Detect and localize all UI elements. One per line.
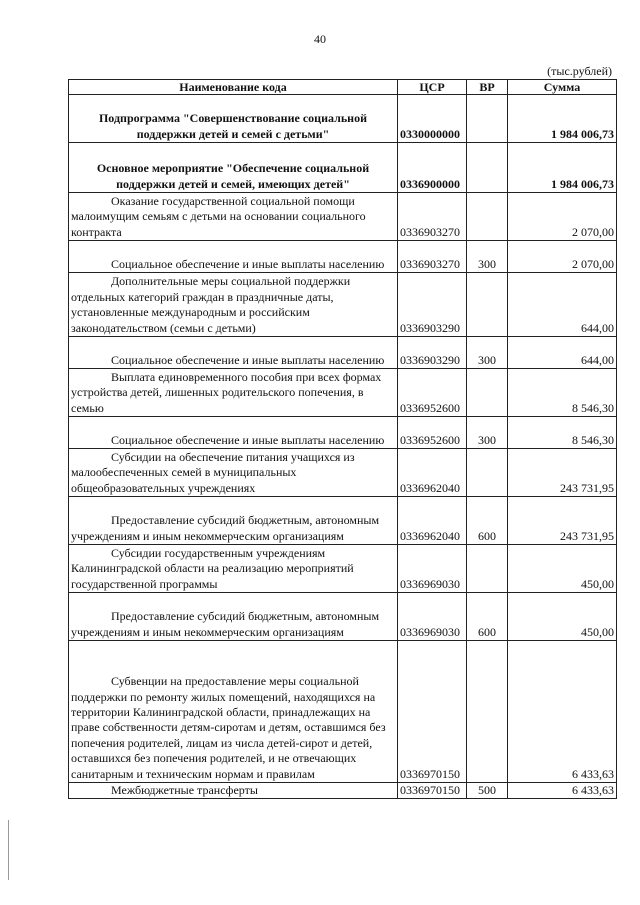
row-name: Подпрограмма "Совершенствование социальной поддержки детей и семей с детьми" <box>69 95 398 143</box>
row-name: Предоставление субсидий бюджетным, автономным учреждениям и иным некоммерческим организациям <box>69 497 398 545</box>
row-sum: 8 546,30 <box>508 369 617 417</box>
row-csr: 0336969030 <box>398 545 467 593</box>
table-row <box>69 241 617 273</box>
row-vr: 500 <box>467 783 508 799</box>
row-vr: 300 <box>467 241 508 273</box>
row-vr: 300 <box>467 417 508 449</box>
row-vr <box>467 273 508 337</box>
row-sum: 450,00 <box>508 545 617 593</box>
row-vr <box>467 95 508 143</box>
row-sum: 2 070,00 <box>508 241 617 273</box>
row-sum: 1 984 006,73 <box>508 143 617 193</box>
units-label: (тыс.рублей) <box>547 64 612 78</box>
row-csr: 0336903270 <box>398 241 467 273</box>
row-vr <box>467 545 508 593</box>
table-row <box>69 449 617 497</box>
row-name: Межбюджетные трансферты <box>69 783 398 799</box>
row-csr: 0336903290 <box>398 273 467 337</box>
row-vr: 300 <box>467 337 508 369</box>
row-name: Предоставление субсидий бюджетным, автономным учреждениям и иным некоммерческим организациям <box>69 593 398 641</box>
header-vr: ВР <box>467 80 508 95</box>
row-csr: 0336903290 <box>398 337 467 369</box>
row-name: Выплата единовременного пособия при всех формах устройства детей, лишенных родительского попечения, в семью <box>69 369 398 417</box>
row-csr: 0330000000 <box>398 95 467 143</box>
row-csr: 0336962040 <box>398 449 467 497</box>
row-vr <box>467 143 508 193</box>
row-name: Субвенции на предоставление меры социальной поддержки по ремонту жилых помещений, находящихся на территории Калининградской области, принадлежащих на праве собственности детям-сиротам и детям, оставшимся без попечения родителей, лицам из числа детей-сирот и детей, оставшихся без попечения родителей, и не отвечающих санитарным и техническим нормам и правилам <box>69 641 398 783</box>
row-name: Оказание государственной социальной помощи малоимущим семьям с детьми на основании социального контракта <box>69 193 398 241</box>
table-header-row <box>69 80 617 95</box>
page-number: 40 <box>314 32 326 46</box>
table-row <box>69 593 617 641</box>
row-name: Социальное обеспечение и иные выплаты населению <box>69 417 398 449</box>
row-sum: 2 070,00 <box>508 193 617 241</box>
table-row <box>69 337 617 369</box>
row-sum: 6 433,63 <box>508 641 617 783</box>
table-row <box>69 273 617 337</box>
table-row <box>69 143 617 193</box>
row-name: Социальное обеспечение и иные выплаты населению <box>69 241 398 273</box>
row-sum: 450,00 <box>508 593 617 641</box>
row-vr: 600 <box>467 593 508 641</box>
row-sum: 243 731,95 <box>508 449 617 497</box>
row-sum: 644,00 <box>508 273 617 337</box>
row-name: Основное мероприятие "Обеспечение социальной поддержки детей и семей, имеющих детей" <box>69 143 398 193</box>
row-csr: 0336903270 <box>398 193 467 241</box>
row-name: Социальное обеспечение и иные выплаты населению <box>69 337 398 369</box>
table-row <box>69 497 617 545</box>
scan-edge-mark <box>8 820 9 880</box>
row-name: Субсидии государственным учреждениям Калининградской области на реализацию мероприятий государственной программы <box>69 545 398 593</box>
table-row <box>69 369 617 417</box>
row-csr: 0336952600 <box>398 417 467 449</box>
row-vr <box>467 449 508 497</box>
row-sum: 8 546,30 <box>508 417 617 449</box>
table-row <box>69 95 617 143</box>
table-row <box>69 641 617 783</box>
row-csr: 0336969030 <box>398 593 467 641</box>
table-row <box>69 545 617 593</box>
header-sum: Сумма <box>508 80 617 95</box>
row-csr: 0336952600 <box>398 369 467 417</box>
row-csr: 0336970150 <box>398 783 467 799</box>
row-csr: 0336900000 <box>398 143 467 193</box>
header-name: Наименование кода <box>69 80 398 95</box>
row-sum: 6 433,63 <box>508 783 617 799</box>
row-sum: 243 731,95 <box>508 497 617 545</box>
row-sum: 1 984 006,73 <box>508 95 617 143</box>
row-sum: 644,00 <box>508 337 617 369</box>
row-vr: 600 <box>467 497 508 545</box>
table-row <box>69 783 617 799</box>
row-name: Дополнительные меры социальной поддержки отдельных категорий граждан в праздничные даты, установленные международным и российским законодательством (семьи с детьми) <box>69 273 398 337</box>
table-row <box>69 193 617 241</box>
table-row <box>69 417 617 449</box>
row-vr <box>467 193 508 241</box>
row-vr <box>467 641 508 783</box>
budget-table <box>68 79 617 799</box>
row-csr: 0336962040 <box>398 497 467 545</box>
header-csr: ЦСР <box>398 80 467 95</box>
row-name: Субсидии на обеспечение питания учащихся из малообеспеченных семей в муниципальных общеобразовательных учреждениях <box>69 449 398 497</box>
row-csr: 0336970150 <box>398 641 467 783</box>
row-vr <box>467 369 508 417</box>
